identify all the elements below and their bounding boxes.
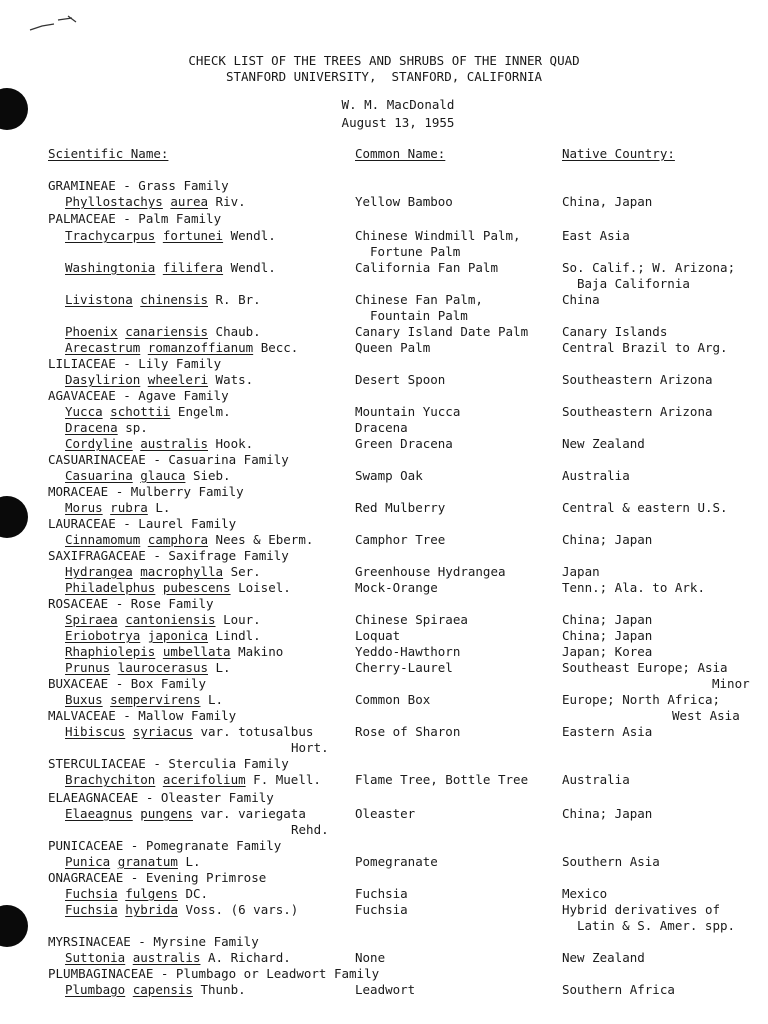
scientific-name	[65, 660, 231, 675]
native-country: China; Japan	[562, 806, 653, 821]
genus: Cinnamomum	[65, 532, 141, 547]
family-heading: ONAGRACEAE - Evening Primrose	[48, 870, 267, 885]
family-heading: CASUARINACEAE - Casuarina Family	[48, 452, 289, 467]
genus: Suttonia	[65, 950, 126, 965]
native-country: Southeast Europe; Asia	[562, 660, 728, 675]
genus: Yucca	[65, 404, 103, 419]
common-name: Chinese Fan Palm,	[355, 292, 483, 307]
genus: Trachycarpus	[65, 228, 156, 243]
common-name: Leadwort	[355, 982, 416, 997]
name-author: Nees & Eberm.	[215, 532, 314, 547]
family-heading: BUXACEAE - Box Family	[48, 676, 207, 691]
column-heading-scientific: Scientific Name:	[48, 146, 169, 161]
species: chinensis	[140, 292, 208, 307]
name-author: Lindl.	[215, 628, 261, 643]
common-name: Canary Island Date Palm	[355, 324, 529, 339]
native-country: So. Calif.; W. Arizona;	[562, 260, 736, 275]
title-line-2: STANFORD UNIVERSITY, STANFORD, CALIFORNIA	[225, 69, 543, 84]
species: japonica	[147, 628, 209, 643]
common-name: Greenhouse Hydrangea	[355, 564, 506, 579]
native-country: Southern Africa	[562, 982, 675, 997]
common-name: Yeddo-Hawthorn	[355, 644, 461, 659]
name-author: Engelm.	[177, 404, 231, 419]
common-name: Yellow Bamboo	[355, 194, 453, 209]
species: rubra	[110, 500, 148, 515]
species: wheeleri	[147, 372, 209, 387]
name-author: R. Br.	[215, 292, 261, 307]
species: hybrida	[125, 902, 178, 917]
family-heading: MALVACEAE - Mallow Family	[48, 708, 237, 723]
native-country: New Zealand	[562, 950, 645, 965]
name-author: L.	[185, 854, 201, 869]
name-author: A. Richard.	[208, 950, 291, 965]
common-name: Desert Spoon	[355, 372, 446, 387]
genus: Dasylirion	[65, 372, 141, 387]
genus: Hibiscus	[65, 724, 126, 739]
common-name: Green Dracena	[355, 436, 453, 451]
species: granatum	[117, 854, 178, 869]
genus: Casuarina	[65, 468, 133, 483]
native-country-cont: Minor	[712, 676, 750, 691]
name-author: Wendl.	[230, 228, 276, 243]
scientific-name	[65, 724, 313, 739]
scientific-name	[65, 772, 321, 787]
scientific-name	[65, 228, 276, 243]
common-name: None	[355, 950, 386, 965]
common-name: California Fan Palm	[355, 260, 498, 275]
native-country: New Zealand	[562, 436, 645, 451]
common-name: Cherry-Laurel	[355, 660, 453, 675]
native-country: Southern Asia	[562, 854, 660, 869]
native-country-cont: Latin & S. Amer. spp.	[577, 918, 736, 933]
genus: Fuchsia	[65, 886, 118, 901]
native-country: Canary Islands	[562, 324, 668, 339]
scientific-name	[65, 420, 148, 435]
species: aurea	[170, 194, 209, 209]
species: camphora	[147, 532, 209, 547]
genus: Prunus	[65, 660, 111, 675]
species: romanzoffianum	[147, 340, 254, 355]
common-name: Red Mulberry	[355, 500, 446, 515]
scientific-name	[65, 372, 253, 387]
native-country: Eastern Asia	[562, 724, 653, 739]
native-country: Hybrid derivatives of	[562, 902, 721, 917]
name-author: Sieb.	[192, 468, 231, 483]
scientific-name	[65, 886, 208, 901]
family-heading: MYRSINACEAE - Myrsine Family	[48, 934, 259, 949]
native-country: Central Brazil to Arg.	[562, 340, 728, 355]
name-author: var. totusalbus	[200, 724, 314, 739]
scientific-name	[65, 532, 313, 547]
name-author: L.	[215, 660, 231, 675]
genus: Arecastrum	[65, 340, 141, 355]
species: canariensis	[125, 324, 209, 339]
common-name: Dracena	[355, 420, 408, 435]
native-country: China; Japan	[562, 628, 653, 643]
scientific-name	[65, 260, 276, 275]
genus: Morus	[65, 500, 103, 515]
scientific-name	[65, 468, 231, 483]
common-name: Queen Palm	[355, 340, 431, 355]
name-author: Ser.	[230, 564, 261, 579]
genus: Fuchsia	[65, 902, 118, 917]
scientific-name	[65, 950, 291, 965]
genus: Rhaphiolepis	[65, 644, 156, 659]
scientific-name	[65, 982, 246, 997]
species: umbellata	[162, 644, 231, 659]
column-heading-common: Common Name:	[355, 146, 446, 161]
scientific-name	[65, 340, 298, 355]
species: pungens	[140, 806, 193, 821]
common-name: Chinese Spiraea	[355, 612, 468, 627]
genus: Dracena	[65, 420, 118, 435]
common-name: Swamp Oak	[355, 468, 423, 483]
family-heading: GRAMINEAE - Grass Family	[48, 178, 229, 193]
name-author: sp.	[125, 420, 148, 435]
scientific-name	[65, 628, 261, 643]
species: filifera	[162, 260, 224, 275]
family-heading: LAURACEAE - Laurel Family	[48, 516, 237, 531]
name-author: Hook.	[215, 436, 254, 451]
species: glauca	[140, 468, 186, 483]
genus: Cordyline	[65, 436, 133, 451]
family-heading: PALMACEAE - Palm Family	[48, 211, 222, 226]
punch-hole-bottom	[0, 905, 28, 947]
native-country: Japan; Korea	[562, 644, 653, 659]
scientific-name	[65, 564, 261, 579]
genus: Eriobotrya	[65, 628, 141, 643]
column-heading-native: Native Country:	[562, 146, 675, 161]
native-country: East Asia	[562, 228, 630, 243]
genus: Buxus	[65, 692, 103, 707]
species: cantoniensis	[125, 612, 216, 627]
family-heading: ROSACEAE - Rose Family	[48, 596, 214, 611]
common-name: Mountain Yucca	[355, 404, 461, 419]
common-name: Fuchsia	[355, 902, 408, 917]
name-author: Wendl.	[230, 260, 276, 275]
genus: Elaeagnus	[65, 806, 133, 821]
name-author: Riv.	[215, 194, 246, 209]
species: acerifolium	[162, 772, 246, 787]
family-heading: SAXIFRAGACEAE - Saxifrage Family	[48, 548, 289, 563]
family-heading: LILIACEAE - Lily Family	[48, 356, 222, 371]
name-author: Makino	[238, 644, 284, 659]
name-author: var. variegata	[200, 806, 306, 821]
name-author-cont: Rehd.	[291, 822, 329, 837]
genus: Phyllostachys	[65, 194, 163, 209]
species: australis	[132, 950, 201, 965]
family-heading: PLUMBAGINACEAE - Plumbago or Leadwort Family	[48, 966, 380, 981]
common-name-cont: Fountain Palm	[370, 308, 468, 323]
date: August 13, 1955	[341, 115, 455, 130]
title-line-1: CHECK LIST OF THE TREES AND SHRUBS OF THE INNER QUAD	[188, 53, 580, 68]
common-name: Camphor Tree	[355, 532, 446, 547]
genus: Washingtonia	[65, 260, 156, 275]
author: W. M. MacDonald	[341, 97, 455, 112]
name-author: Becc.	[260, 340, 299, 355]
common-name: Common Box	[355, 692, 431, 707]
scientific-name	[65, 436, 253, 451]
name-author: F. Muell.	[253, 772, 321, 787]
name-author: L.	[155, 500, 171, 515]
scientific-name	[65, 692, 223, 707]
genus: Phoenix	[65, 324, 118, 339]
scientific-name	[65, 854, 201, 869]
scientific-name	[65, 902, 298, 917]
punch-hole-middle	[0, 496, 28, 538]
native-country: China; Japan	[562, 532, 653, 547]
common-name: Oleaster	[355, 806, 416, 821]
genus: Hydrangea	[65, 564, 133, 579]
scientific-name	[65, 806, 306, 821]
family-heading: AGAVACEAE - Agave Family	[48, 388, 229, 403]
scientific-name	[65, 324, 261, 339]
native-country: Australia	[562, 468, 630, 483]
genus: Plumbago	[65, 982, 126, 997]
common-name: Loquat	[355, 628, 401, 643]
scientific-name	[65, 500, 170, 515]
genus: Brachychiton	[65, 772, 156, 787]
genus: Punica	[65, 854, 111, 869]
scientific-name	[65, 580, 291, 595]
native-country: Southeastern Arizona	[562, 372, 713, 387]
name-author: DC.	[185, 886, 209, 901]
name-author: Lour.	[223, 612, 261, 627]
genus: Philadelphus	[65, 580, 156, 595]
common-name: Fuchsia	[355, 886, 408, 901]
species: macrophylla	[140, 564, 224, 579]
genus: Spiraea	[65, 612, 118, 627]
species: fulgens	[125, 886, 178, 901]
native-country: China	[562, 292, 600, 307]
species: pubescens	[162, 580, 231, 595]
species: laurocerasus	[117, 660, 208, 675]
native-country-cont: West Asia	[672, 708, 740, 723]
family-heading: ELAEAGNACEAE - Oleaster Family	[48, 790, 274, 805]
common-name: Rose of Sharon	[355, 724, 461, 739]
common-name: Chinese Windmill Palm,	[355, 228, 521, 243]
native-country: China; Japan	[562, 612, 653, 627]
native-country: China, Japan	[562, 194, 653, 209]
native-country: Southeastern Arizona	[562, 404, 713, 419]
species: schottii	[110, 404, 171, 419]
species: sempervirens	[110, 692, 201, 707]
species: fortunei	[162, 228, 224, 243]
name-author: Wats.	[215, 372, 254, 387]
common-name: Pomegranate	[355, 854, 438, 869]
species: syriacus	[132, 724, 193, 739]
common-name: Mock-Orange	[355, 580, 438, 595]
name-author-cont: Hort.	[291, 740, 329, 755]
common-name-cont: Fortune Palm	[370, 244, 461, 259]
species: capensis	[132, 982, 193, 997]
scientific-name	[65, 194, 246, 209]
scientific-name	[65, 292, 261, 307]
native-country: Europe; North Africa;	[562, 692, 721, 707]
native-country-cont: Baja California	[577, 276, 690, 291]
native-country: Mexico	[562, 886, 608, 901]
species: australis	[140, 436, 208, 451]
name-author: Thunb.	[200, 982, 246, 997]
family-heading: MORACEAE - Mulberry Family	[48, 484, 244, 499]
pencil-mark	[28, 12, 88, 34]
scientific-name	[65, 644, 283, 659]
name-author: L.	[208, 692, 224, 707]
name-author: Voss. (6 vars.)	[185, 902, 299, 917]
scientific-name	[65, 404, 231, 419]
family-heading: STERCULIACEAE - Sterculia Family	[48, 756, 289, 771]
family-heading: PUNICACEAE - Pomegranate Family	[48, 838, 282, 853]
scientific-name	[65, 612, 261, 627]
name-author: Loisel.	[238, 580, 291, 595]
native-country: Japan	[562, 564, 600, 579]
name-author: Chaub.	[215, 324, 261, 339]
native-country: Australia	[562, 772, 630, 787]
native-country: Central & eastern U.S.	[562, 500, 728, 515]
native-country: Tenn.; Ala. to Ark.	[562, 580, 705, 595]
genus: Livistona	[65, 292, 133, 307]
common-name: Flame Tree, Bottle Tree	[355, 772, 529, 787]
